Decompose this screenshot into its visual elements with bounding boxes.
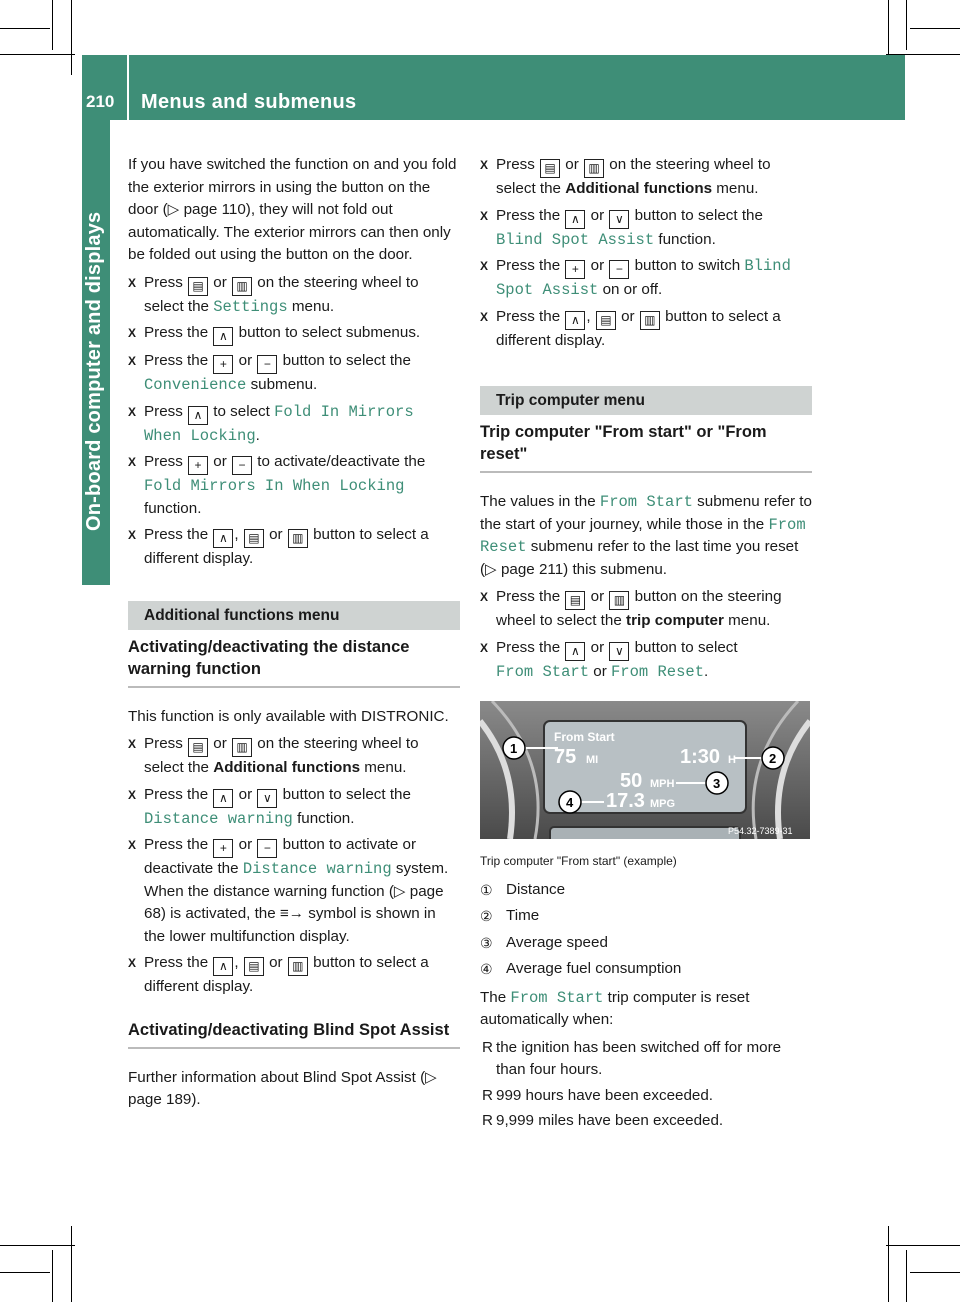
crop-mark [0,1272,50,1273]
bullet-item: R the ignition has been switched off for more than four hours. [482,1038,782,1078]
step: X Press the + or − button to activate or deactivate the Distance warning system. When the distance warning function (▷ page 68) is activated, the ≡→ symbol is shown in the lower multifunction display. [128,836,449,945]
step-arrow-icon: X [128,528,137,542]
step-arrow-icon: X [128,956,137,970]
plus-key-icon: + [188,456,208,475]
down-key-icon: ∨ [609,642,629,661]
prev-display-key-icon: ▤ [244,529,264,548]
page-number: 210 [86,92,115,111]
next-display-key-icon: ▥ [584,159,604,178]
speed-value: 50 [620,770,643,792]
minus-key-icon: − [257,355,277,374]
paragraph: This function is only available with DISTRONIC. [128,707,449,725]
step: X Press the ∧ button to select submenus. [128,322,460,346]
up-key-icon: ∧ [188,406,208,425]
paragraph: Further information about Blind Spot Assist (▷ page 189). [128,1068,437,1108]
step: X Press the ∧ , ▤ or ▥ button to select a different display. [128,526,429,567]
up-key-icon: ∧ [213,789,233,808]
paragraph: The values in the From Start submenu refer to the start of your journey, while those in the From Reset submenu refer to the last time you reset (▷ page 211) this submenu. [480,493,812,578]
up-key-icon: ∧ [213,529,233,548]
minus-key-icon: − [232,456,252,475]
side-tab-label: On-board computer and displays [83,211,105,531]
crop-mark [886,1245,960,1246]
subsection-heading: Trip computer "From start" or "From reset" [480,421,812,473]
step-arrow-icon: X [128,275,137,290]
bullet-icon: R [482,1112,493,1129]
step: X Press the ∧ or ∨ button to select From Start or From Reset. [480,638,738,681]
step: X Press the + or − button to select the Convenience submenu. [128,352,411,394]
prev-display-key-icon: ▤ [244,957,264,976]
plus-key-icon: + [213,355,233,374]
step: X Press the ▤ or ▥ button on the steering wheel to select the trip computer menu. [480,588,782,629]
crop-mark [52,1250,53,1302]
crop-mark [71,1226,72,1302]
intro-paragraph: If you have switched the function on and you fold the exterior mirrors in using the button on the door (▷ page 110), they will not fold out automatically. The exterior mirrors can then only be folded out using the button on the door. [128,156,457,263]
step: X Press the ∧ , ▤ or ▥ button to select a different display. [480,307,781,349]
callout-2: 2 [769,751,777,766]
distance-unit: MI [586,754,599,766]
figure-caption: Trip computer "From start" (example) [480,854,677,868]
step-arrow-icon: X [128,737,137,751]
crop-mark [910,28,960,29]
subsection-heading: Activating/deactivating the distance warning function [128,636,460,688]
crop-mark [906,1250,907,1302]
next-display-key-icon: ▥ [232,277,252,296]
trip-computer-figure [480,701,810,839]
bullet-item: R 999 hours have been exceeded. [480,1085,812,1108]
crop-mark [0,1245,75,1246]
up-key-icon: ∧ [565,642,585,661]
crop-mark [906,0,907,50]
step-arrow-icon: X [480,309,489,324]
crop-mark [888,1226,889,1302]
step-arrow-icon: X [480,259,489,273]
crop-mark [0,54,75,55]
fuel-unit: MPG [650,798,676,810]
step: X Press the ∧ or ∨ button to select the Blind Spot Assist function. [480,206,763,249]
prev-display-key-icon: ▤ [540,159,560,178]
down-key-icon: ∨ [257,789,277,808]
step: X Press ∧ to select Fold In Mirrors When Locking. [128,402,414,445]
time-value: 1:30 [680,746,721,768]
plus-key-icon: + [213,839,233,858]
legend-item: ② Time [480,907,540,924]
crop-mark [0,28,50,29]
minus-key-icon: − [609,260,629,279]
crop-mark [52,0,53,50]
prev-display-key-icon: ▤ [596,311,616,330]
time-unit: H [728,754,736,766]
step-arrow-icon: X [480,640,489,655]
next-display-key-icon: ▥ [609,591,629,610]
step: X Press the ∧ or ∨ button to select the Distance warning function. [128,785,411,828]
bullet-icon: R [482,1086,493,1104]
bullet-item: R 9,999 miles have been exceeded. [480,1110,812,1133]
bullet-icon: R [482,1038,493,1056]
step: X Press the ∧ , ▤ or ▥ button to select a different display. [128,954,429,995]
step-arrow-icon: X [480,590,489,604]
legend-item: ③ Average speed [480,933,608,951]
step-arrow-icon: X [128,455,137,469]
step: X Press ▤ or ▥ on the steering wheel to select the Additional functions menu. [480,156,771,197]
up-key-icon: ∧ [213,957,233,976]
prev-display-key-icon: ▤ [188,738,208,757]
distance-warning-icon: ≡→ [279,905,304,922]
speed-unit: MPH [650,778,675,790]
step-arrow-icon: X [480,158,489,172]
figure-reference: P54.32-7389-31 [728,826,793,836]
up-key-icon: ∧ [213,327,233,346]
page-title: Menus and submenus [141,91,357,113]
paragraph: The From Start trip computer is reset automatically when: [480,988,750,1028]
legend-item: ④ Average fuel consumption [480,960,682,977]
down-key-icon: ∨ [609,210,629,229]
step: X Press ▤ or ▥ on the steering wheel to select the Additional functions menu. [128,735,419,776]
subsection-heading: Activating/deactivating Blind Spot Assist [128,1019,460,1049]
up-key-icon: ∧ [565,311,585,330]
step: X Press the + or − button to switch Blind Spot Assist on or off. [480,257,791,299]
next-display-key-icon: ▥ [288,957,308,976]
step: X Press + or − to activate/deactivate the Fold Mirrors In When Locking function. [128,453,426,517]
prev-display-key-icon: ▤ [188,277,208,296]
fuel-value: 17.3 [606,790,645,812]
section-heading: Trip computer menu [480,386,812,415]
prev-display-key-icon: ▤ [565,591,585,610]
step-arrow-icon: X [128,354,137,368]
crop-mark [910,1272,960,1273]
display-title: From Start [554,730,615,744]
up-key-icon: ∧ [565,210,585,229]
minus-key-icon: − [257,839,277,858]
next-display-key-icon: ▥ [232,738,252,757]
step-arrow-icon: X [128,838,137,852]
left-column [128,154,460,1117]
step-arrow-icon: X [128,404,137,419]
step: X Press ▤ or ▥ on the steering wheel to select the Settings menu. [128,273,419,316]
step-arrow-icon: X [128,787,137,802]
instrument-cluster-illustration [480,701,810,839]
right-column [480,154,812,1136]
distance-value: 75 [554,746,577,768]
callout-1: 1 [510,741,518,756]
callout-4: 4 [566,795,574,810]
step-arrow-icon: X [480,208,489,223]
step-arrow-icon: X [128,326,137,340]
next-display-key-icon: ▥ [640,311,660,330]
crop-mark [71,0,72,75]
next-display-key-icon: ▥ [288,529,308,548]
section-heading: Additional functions menu [128,601,460,630]
legend-item: ① Distance [480,880,566,898]
callout-3: 3 [713,776,721,791]
plus-key-icon: + [565,260,585,279]
header-divider [127,55,129,120]
